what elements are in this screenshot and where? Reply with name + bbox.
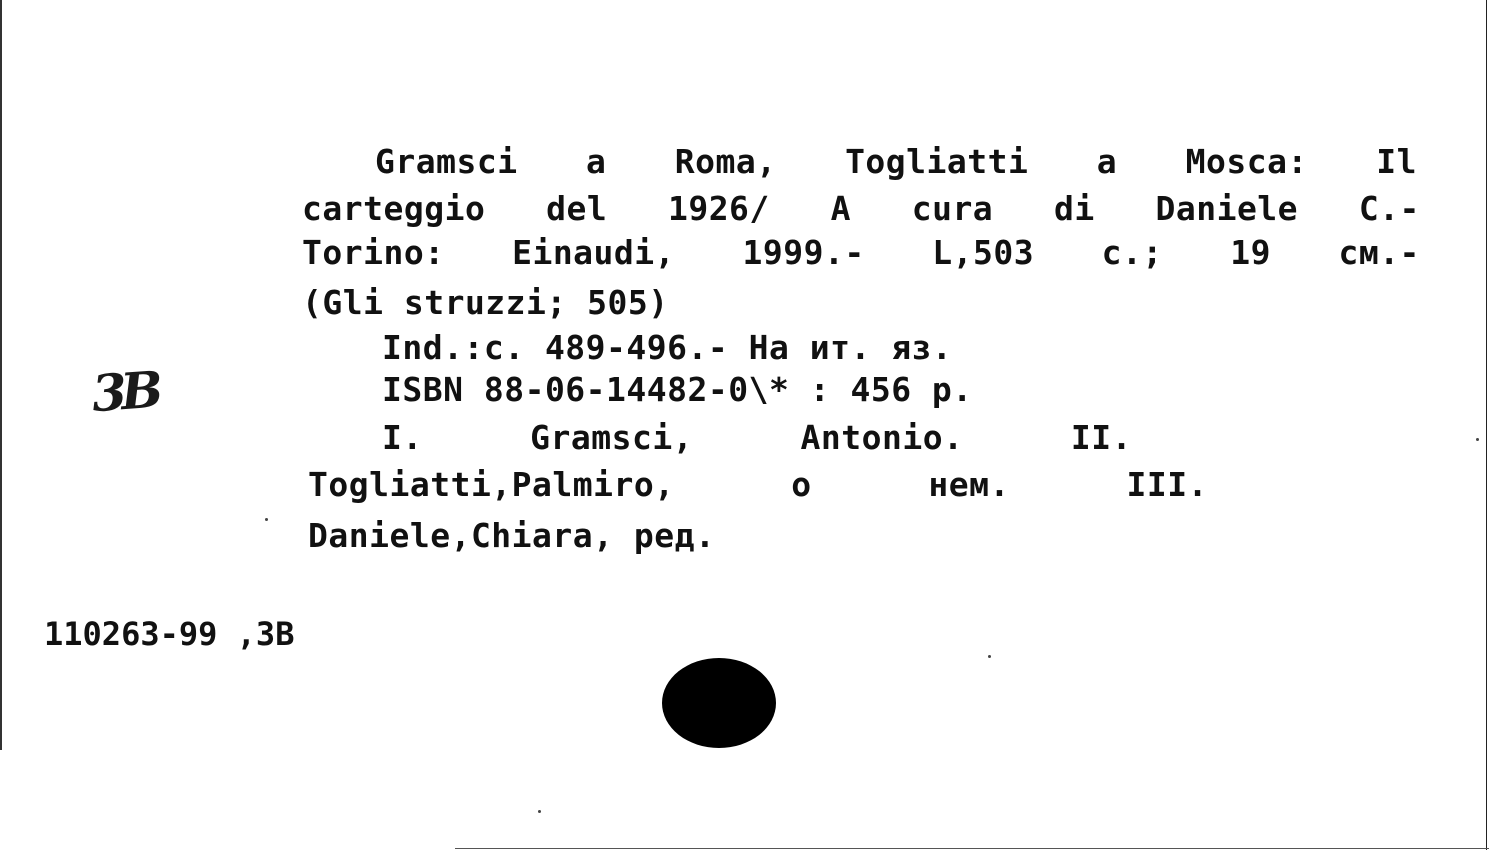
accession-number: 110263-99 ,3B bbox=[44, 615, 295, 653]
title-word: a bbox=[1096, 142, 1118, 181]
imprint-line bbox=[302, 233, 1420, 272]
imprint-word: Einaudi, bbox=[512, 233, 676, 272]
punch-hole bbox=[662, 658, 776, 748]
imprint-word: Torino: bbox=[302, 233, 445, 272]
entry-word: Gramsci, bbox=[530, 418, 694, 457]
added-entries-line-3: Daniele,Chiara, ред. bbox=[308, 516, 716, 555]
title-word: a bbox=[586, 142, 607, 181]
title-word: C.- bbox=[1358, 189, 1420, 228]
scan-speck bbox=[1476, 438, 1479, 441]
entry-word: I. bbox=[382, 418, 423, 457]
title-word: cura bbox=[911, 189, 994, 228]
added-entries-line-1 bbox=[382, 418, 1132, 457]
handwritten-location-mark: 3B bbox=[90, 359, 160, 424]
title-word: Roma, bbox=[674, 142, 777, 181]
title-word: Daniele bbox=[1155, 189, 1299, 228]
title-word: di bbox=[1053, 189, 1095, 228]
imprint-word: L,503 bbox=[932, 233, 1035, 272]
added-entries-line-2 bbox=[308, 465, 1208, 504]
imprint-word: 1999.- bbox=[742, 233, 865, 272]
series-statement: (Gli struzzi; 505) bbox=[302, 283, 669, 322]
title-word: 1926/ bbox=[667, 189, 770, 228]
scan-speck bbox=[988, 655, 991, 658]
imprint-word: c.; bbox=[1101, 233, 1163, 272]
scan-speck bbox=[265, 518, 268, 521]
title-word: carteggio bbox=[302, 189, 486, 228]
card-bottom-edge bbox=[455, 848, 1489, 849]
title-word: Il bbox=[1376, 142, 1417, 181]
scan-speck bbox=[538, 810, 541, 813]
title-line-1 bbox=[375, 142, 1417, 181]
title-word: del bbox=[546, 189, 608, 228]
card-right-edge bbox=[1486, 0, 1487, 850]
index-note: Ind.:c. 489-496.- На ит. яз. bbox=[382, 328, 953, 367]
entry-word: нем. bbox=[928, 465, 1010, 504]
entry-word: Antonio. bbox=[800, 418, 964, 457]
entry-word: Togliatti,Palmiro, bbox=[308, 465, 675, 504]
entry-word: III. bbox=[1126, 465, 1208, 504]
title-word: Mosca: bbox=[1185, 142, 1308, 181]
isbn-line: ISBN 88-06-14482-0\* : 456 р. bbox=[382, 370, 973, 409]
title-word: A bbox=[830, 189, 851, 228]
card-left-edge bbox=[0, 0, 2, 750]
imprint-word: см.- bbox=[1338, 233, 1420, 272]
title-word: Togliatti bbox=[845, 142, 1029, 181]
title-word: Gramsci bbox=[375, 142, 518, 181]
entry-word: II. bbox=[1070, 418, 1132, 457]
entry-word: о bbox=[791, 465, 812, 504]
imprint-word: 19 bbox=[1230, 233, 1271, 272]
title-line-2 bbox=[302, 189, 1420, 228]
